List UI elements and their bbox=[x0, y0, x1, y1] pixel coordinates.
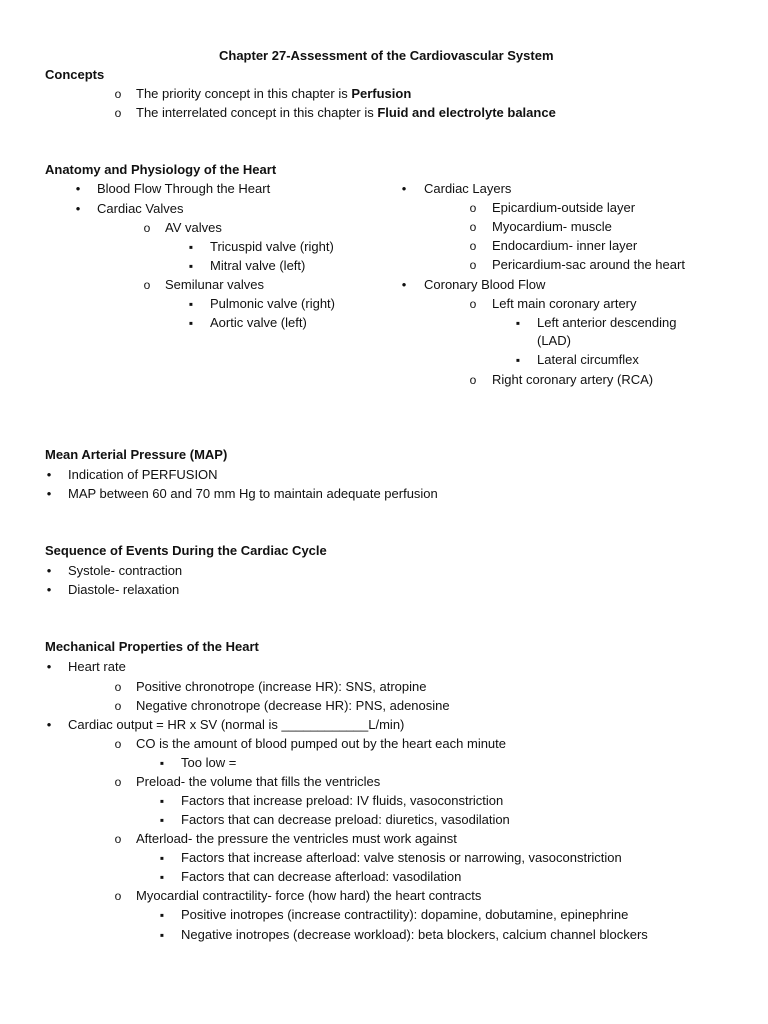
priority-concept-label: The priority concept in this chapter is bbox=[136, 86, 352, 101]
bullet-circle bbox=[112, 85, 124, 103]
priority-concept-value: Perfusion bbox=[351, 86, 412, 101]
bullet-circle bbox=[112, 104, 124, 122]
bullet-circle bbox=[112, 830, 124, 848]
map-heading: Mean Arterial Pressure (MAP) bbox=[45, 447, 228, 462]
bullet-circle bbox=[467, 199, 479, 217]
list-item: Lateral circumflex bbox=[537, 352, 639, 367]
bullet-circle bbox=[467, 218, 479, 236]
list-item: Right coronary artery (RCA) bbox=[492, 372, 654, 387]
list-item: Pulmonic valve (right) bbox=[210, 296, 335, 311]
bullet-circle bbox=[112, 773, 124, 791]
bullet-square bbox=[156, 849, 168, 867]
list-item: Preload- the volume that fills the ventricles bbox=[136, 774, 381, 789]
list-item: Negative inotropes (decrease workload): beta blockers, calcium channel blockers bbox=[181, 927, 648, 942]
anatomy-heading: Anatomy and Physiology of the Heart bbox=[45, 162, 277, 177]
bullet-square bbox=[185, 314, 197, 332]
list-item: Too low = bbox=[181, 755, 237, 770]
bullet-dot bbox=[43, 466, 55, 483]
list-item: Afterload- the pressure the ventricles must work against bbox=[136, 831, 457, 846]
list-item: Left anterior descending bbox=[537, 315, 677, 330]
bullet-square bbox=[156, 868, 168, 886]
bullet-square bbox=[156, 811, 168, 829]
mechanical-heading: Mechanical Properties of the Heart bbox=[45, 639, 259, 654]
bullet-circle bbox=[112, 735, 124, 753]
concepts-heading: Concepts bbox=[45, 67, 105, 82]
bullet-circle bbox=[467, 371, 479, 389]
list-item: Tricuspid valve (right) bbox=[210, 239, 334, 254]
list-item: AV valves bbox=[165, 220, 222, 235]
bullet-circle bbox=[467, 237, 479, 255]
list-item: MAP between 60 and 70 mm Hg to maintain adequate perfusion bbox=[68, 486, 438, 501]
list-item: Factors that increase afterload: valve stenosis or narrowing, vasoconstriction bbox=[181, 850, 622, 865]
bullet-square bbox=[156, 926, 168, 944]
bullet-dot bbox=[72, 180, 84, 197]
list-item: Aortic valve (left) bbox=[210, 315, 307, 330]
page-title: Chapter 27-Assessment of the Cardiovascular System bbox=[219, 48, 554, 63]
bullet-dot bbox=[43, 716, 55, 733]
list-item: Left main coronary artery bbox=[492, 296, 637, 311]
list-item: Positive chronotrope (increase HR): SNS, atropine bbox=[136, 679, 427, 694]
list-item: Cardiac Layers bbox=[424, 181, 512, 196]
list-item: CO is the amount of blood pumped out by the heart each minute bbox=[136, 736, 507, 751]
bullet-dot bbox=[398, 276, 410, 293]
bullet-dot bbox=[43, 562, 55, 579]
list-item: Factors that can decrease afterload: vasodilation bbox=[181, 869, 462, 884]
bullet-circle bbox=[467, 256, 479, 274]
bullet-dot bbox=[43, 658, 55, 675]
bullet-circle bbox=[141, 276, 153, 294]
list-item: Heart rate bbox=[68, 659, 126, 674]
bullet-circle bbox=[141, 219, 153, 237]
bullet-dot bbox=[43, 485, 55, 502]
bullet-circle bbox=[112, 678, 124, 696]
list-item: Factors that can decrease preload: diuretics, vasodilation bbox=[181, 812, 510, 827]
list-item: Cardiac output = HR x SV (normal is ____________L/min) bbox=[68, 717, 405, 732]
bullet-square bbox=[185, 238, 197, 256]
bullet-square bbox=[512, 314, 524, 332]
list-item: Coronary Blood Flow bbox=[424, 277, 546, 292]
bullet-dot bbox=[72, 200, 84, 217]
bullet-dot bbox=[43, 581, 55, 598]
list-item: Pericardium-sac around the heart bbox=[492, 257, 685, 272]
list-item: Myocardium- muscle bbox=[492, 219, 612, 234]
list-item: Semilunar valves bbox=[165, 277, 264, 292]
bullet-square bbox=[185, 295, 197, 313]
bullet-square bbox=[156, 906, 168, 924]
list-item: Endocardium- inner layer bbox=[492, 238, 638, 253]
bullet-circle bbox=[467, 295, 479, 313]
bullet-circle bbox=[112, 697, 124, 715]
sequence-heading: Sequence of Events During the Cardiac Cycle bbox=[45, 543, 327, 558]
bullet-dot bbox=[398, 180, 410, 197]
bullet-circle bbox=[112, 887, 124, 905]
interrelated-concept bbox=[136, 104, 556, 121]
list-item: Blood Flow Through the Heart bbox=[97, 181, 271, 196]
interrelated-concept-label: The interrelated concept in this chapter is bbox=[136, 105, 378, 120]
list-item: Factors that increase preload: IV fluids, vasoconstriction bbox=[181, 793, 504, 808]
bullet-square bbox=[512, 351, 524, 369]
list-item: Positive inotropes (increase contractility): dopamine, dobutamine, epinephrine bbox=[181, 907, 629, 922]
list-item: Negative chronotrope (decrease HR): PNS, adenosine bbox=[136, 698, 450, 713]
bullet-square bbox=[156, 754, 168, 772]
list-item: Systole- contraction bbox=[68, 563, 183, 578]
list-item: Diastole- relaxation bbox=[68, 582, 180, 597]
list-item: Myocardial contractility- force (how hard) the heart contracts bbox=[136, 888, 482, 903]
list-item: Cardiac Valves bbox=[97, 201, 184, 216]
list-item: Indication of PERFUSION bbox=[68, 467, 218, 482]
bullet-square bbox=[185, 257, 197, 275]
list-item-continuation: (LAD) bbox=[537, 333, 571, 348]
priority-concept bbox=[136, 85, 411, 102]
bullet-square bbox=[156, 792, 168, 810]
list-item: Epicardium-outside layer bbox=[492, 200, 636, 215]
interrelated-concept-value: Fluid and electrolyte balance bbox=[377, 105, 556, 120]
list-item: Mitral valve (left) bbox=[210, 258, 306, 273]
